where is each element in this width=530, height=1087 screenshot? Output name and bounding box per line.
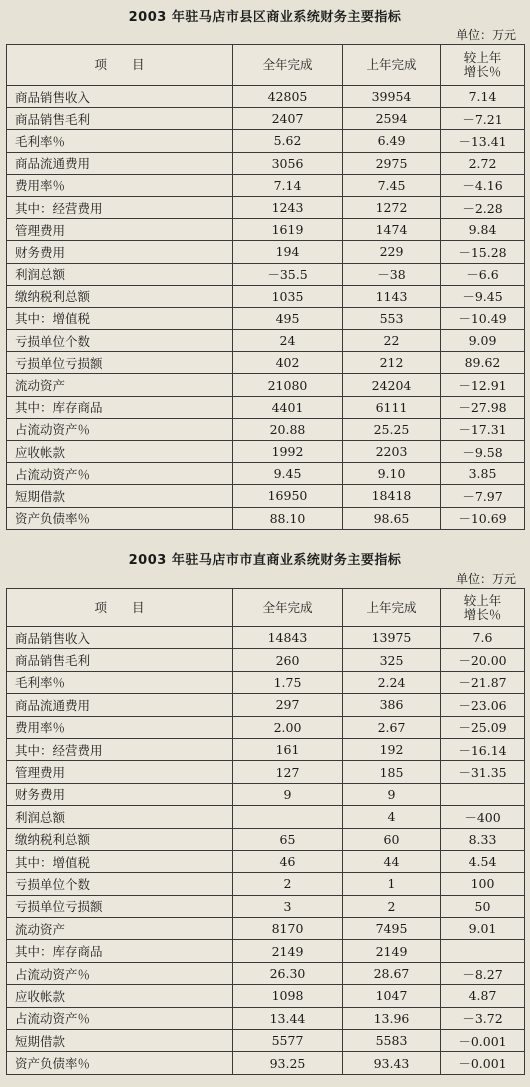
cell-value: 24204 (343, 374, 441, 396)
cell-value: 1474 (343, 219, 441, 241)
row-label: 商品销售收入 (7, 86, 233, 108)
cell-value: 2203 (343, 441, 441, 463)
row-label: 资产负债率％ (7, 507, 233, 529)
cell-value: －10.69 (441, 507, 525, 529)
row-label: 应收帐款 (7, 985, 233, 1007)
row-label: 资产负债率％ (7, 1052, 233, 1074)
table-row (7, 219, 525, 241)
row-label: 管理费用 (7, 219, 233, 241)
row-label: 商品销售毛利 (7, 108, 233, 130)
table-row (7, 86, 525, 108)
row-label: 商品流通费用 (7, 694, 233, 716)
column-header: 项 目 (7, 45, 233, 86)
row-label: 利润总额 (7, 263, 233, 285)
cell-value: －17.31 (441, 418, 525, 440)
cell-value: 161 (233, 738, 343, 760)
cell-value: 9.45 (233, 463, 343, 485)
cell-value: －38 (343, 263, 441, 285)
table-row (7, 507, 525, 529)
row-label: 流动资产 (7, 918, 233, 940)
row-label: 缴纳税利总额 (7, 828, 233, 850)
table-row (7, 441, 525, 463)
table-row (7, 463, 525, 485)
cell-value: 6.49 (343, 130, 441, 152)
cell-value: －13.41 (441, 130, 525, 152)
table-row (7, 108, 525, 130)
cell-value: 93.25 (233, 1052, 343, 1074)
row-label: 亏损单位个数 (7, 330, 233, 352)
cell-value: 6111 (343, 396, 441, 418)
table-row (7, 1007, 525, 1029)
table-row (7, 671, 525, 693)
cell-value: －3.72 (441, 1007, 525, 1029)
cell-value: 5577 (233, 1030, 343, 1052)
cell-value: 2.00 (233, 716, 343, 738)
cell-value: 229 (343, 241, 441, 263)
row-label: 商品流通费用 (7, 152, 233, 174)
row-label: 占流动资产％ (7, 463, 233, 485)
column-header: 全年完成 (233, 45, 343, 86)
cell-value: 402 (233, 352, 343, 374)
cell-value: 2149 (233, 940, 343, 962)
table-row (7, 850, 525, 872)
row-label: 毛利率％ (7, 130, 233, 152)
cell-value: 25.25 (343, 418, 441, 440)
cell-value: 8.33 (441, 828, 525, 850)
table-row (7, 307, 525, 329)
cell-value: 2975 (343, 152, 441, 174)
row-label: 缴纳税利总额 (7, 285, 233, 307)
cell-value: 9.10 (343, 463, 441, 485)
row-label: 商品销售收入 (7, 627, 233, 649)
cell-value: 28.67 (343, 962, 441, 984)
cell-value: －6.6 (441, 263, 525, 285)
cell-value: 1047 (343, 985, 441, 1007)
cell-value: 18418 (343, 485, 441, 507)
cell-value: 4.87 (441, 985, 525, 1007)
cell-value: 13.44 (233, 1007, 343, 1029)
cell-value: －4.16 (441, 174, 525, 196)
row-label: 亏损单位亏损额 (7, 352, 233, 374)
table-row (7, 828, 525, 850)
cell-value: 7.6 (441, 627, 525, 649)
row-label: 其中：库存商品 (7, 396, 233, 418)
cell-value: 1098 (233, 985, 343, 1007)
table-row (7, 918, 525, 940)
cell-value: 2.24 (343, 671, 441, 693)
row-label: 财务费用 (7, 783, 233, 805)
cell-value (233, 806, 343, 828)
column-header: 全年完成 (233, 589, 343, 627)
cell-value: 14843 (233, 627, 343, 649)
cell-value: 325 (343, 649, 441, 671)
row-label: 流动资产 (7, 374, 233, 396)
row-label: 商品销售毛利 (7, 649, 233, 671)
cell-value: 212 (343, 352, 441, 374)
cell-value: 9 (233, 783, 343, 805)
cell-value: 60 (343, 828, 441, 850)
cell-value: 65 (233, 828, 343, 850)
table2-title: 2003 年驻马店市市直商业系统财务主要指标 (128, 553, 402, 568)
table-row (7, 174, 525, 196)
table-row (7, 962, 525, 984)
cell-value: 39954 (343, 86, 441, 108)
cell-value: 89.62 (441, 352, 525, 374)
table-row (7, 196, 525, 218)
cell-value: 8170 (233, 918, 343, 940)
cell-value: 1272 (343, 196, 441, 218)
table-row (7, 716, 525, 738)
cell-value: 2.67 (343, 716, 441, 738)
cell-value: 1143 (343, 285, 441, 307)
table-row (7, 418, 525, 440)
row-label: 亏损单位个数 (7, 873, 233, 895)
cell-value: 2 (233, 873, 343, 895)
row-label: 费用率％ (7, 174, 233, 196)
cell-value: 5583 (343, 1030, 441, 1052)
row-label: 其中：库存商品 (7, 940, 233, 962)
cell-value: －35.5 (233, 263, 343, 285)
table-row (7, 627, 525, 649)
cell-value: 1243 (233, 196, 343, 218)
cell-value: 2149 (343, 940, 441, 962)
cell-value: 4 (343, 806, 441, 828)
cell-value: 2.72 (441, 152, 525, 174)
row-label: 其中：增值税 (7, 307, 233, 329)
row-label: 管理费用 (7, 761, 233, 783)
table-row (7, 1052, 525, 1074)
cell-value: －23.06 (441, 694, 525, 716)
table-row (7, 1030, 525, 1052)
city-finance-table (6, 588, 525, 1075)
table-row (7, 985, 525, 1007)
column-header: 上年完成 (343, 45, 441, 86)
cell-value: 13.96 (343, 1007, 441, 1029)
cell-value: 9.84 (441, 219, 525, 241)
row-label: 费用率％ (7, 716, 233, 738)
cell-value: －2.28 (441, 196, 525, 218)
cell-value: －21.87 (441, 671, 525, 693)
table-row (7, 895, 525, 917)
table-row (7, 940, 525, 962)
row-label: 占流动资产％ (7, 418, 233, 440)
cell-value: 7.14 (233, 174, 343, 196)
cell-value: 2 (343, 895, 441, 917)
cell-value: 21080 (233, 374, 343, 396)
table-row (7, 761, 525, 783)
row-label: 毛利率％ (7, 671, 233, 693)
cell-value: 46 (233, 850, 343, 872)
cell-value: 127 (233, 761, 343, 783)
table-row (7, 649, 525, 671)
cell-value: 3056 (233, 152, 343, 174)
table-row (7, 263, 525, 285)
cell-value: －9.45 (441, 285, 525, 307)
row-label: 亏损单位亏损额 (7, 895, 233, 917)
cell-value: －7.97 (441, 485, 525, 507)
row-label: 其中：经营费用 (7, 738, 233, 760)
table-row (7, 352, 525, 374)
cell-value: 495 (233, 307, 343, 329)
cell-value: 9 (343, 783, 441, 805)
cell-value: 44 (343, 850, 441, 872)
column-header: 项 目 (7, 589, 233, 627)
cell-value: 7.45 (343, 174, 441, 196)
cell-value: 4401 (233, 396, 343, 418)
row-label: 财务费用 (7, 241, 233, 263)
table-row (7, 285, 525, 307)
row-label: 短期借款 (7, 1030, 233, 1052)
row-label: 占流动资产％ (7, 962, 233, 984)
table-row (7, 152, 525, 174)
table-row (7, 873, 525, 895)
cell-value: 2594 (343, 108, 441, 130)
cell-value: 9.01 (441, 918, 525, 940)
column-header: 上年完成 (343, 589, 441, 627)
cell-value: －9.58 (441, 441, 525, 463)
cell-value: 26.30 (233, 962, 343, 984)
table-row (7, 130, 525, 152)
cell-value: －27.98 (441, 396, 525, 418)
cell-value: 260 (233, 649, 343, 671)
cell-value: 3.85 (441, 463, 525, 485)
column-header: 较上年 增长％ (441, 45, 525, 86)
cell-value: －400 (441, 806, 525, 828)
cell-value: 7495 (343, 918, 441, 940)
cell-value: －31.35 (441, 761, 525, 783)
cell-value: 88.10 (233, 507, 343, 529)
cell-value: －25.09 (441, 716, 525, 738)
cell-value: 1619 (233, 219, 343, 241)
cell-value: －7.21 (441, 108, 525, 130)
table-row (7, 374, 525, 396)
cell-value: 185 (343, 761, 441, 783)
cell-value: 22 (343, 330, 441, 352)
cell-value: 98.65 (343, 507, 441, 529)
table1-unit: 单位：万元 (455, 28, 516, 42)
cell-value (441, 783, 525, 805)
cell-value: 1035 (233, 285, 343, 307)
table-row (7, 241, 525, 263)
row-label: 应收帐款 (7, 441, 233, 463)
cell-value: 2407 (233, 108, 343, 130)
cell-value: 1992 (233, 441, 343, 463)
cell-value: 1.75 (233, 671, 343, 693)
cell-value: 20.88 (233, 418, 343, 440)
table-row (7, 485, 525, 507)
table-row (7, 330, 525, 352)
row-label: 占流动资产％ (7, 1007, 233, 1029)
cell-value: 4.54 (441, 850, 525, 872)
table-row (7, 738, 525, 760)
cell-value: －12.91 (441, 374, 525, 396)
cell-value: －10.49 (441, 307, 525, 329)
cell-value: 297 (233, 694, 343, 716)
cell-value: 194 (233, 241, 343, 263)
cell-value: 24 (233, 330, 343, 352)
cell-value: 13975 (343, 627, 441, 649)
cell-value: 553 (343, 307, 441, 329)
county-finance-table (6, 44, 525, 530)
cell-value: 50 (441, 895, 525, 917)
cell-value: －0.001 (441, 1052, 525, 1074)
cell-value: －20.00 (441, 649, 525, 671)
cell-value: 93.43 (343, 1052, 441, 1074)
column-header: 较上年 增长％ (441, 589, 525, 627)
row-label: 其中：经营费用 (7, 196, 233, 218)
row-label: 利润总额 (7, 806, 233, 828)
table-row (7, 806, 525, 828)
cell-value: 9.09 (441, 330, 525, 352)
cell-value: 100 (441, 873, 525, 895)
row-label: 短期借款 (7, 485, 233, 507)
cell-value: 3 (233, 895, 343, 917)
table-header-row (7, 589, 525, 627)
cell-value: －8.27 (441, 962, 525, 984)
table1-title: 2003 年驻马店市县区商业系统财务主要指标 (128, 10, 402, 25)
cell-value: 386 (343, 694, 441, 716)
table2-unit: 单位：万元 (455, 572, 516, 586)
row-label: 其中：增值税 (7, 850, 233, 872)
table-row (7, 396, 525, 418)
cell-value: －0.001 (441, 1030, 525, 1052)
cell-value (441, 940, 525, 962)
cell-value: 7.14 (441, 86, 525, 108)
cell-value: 16950 (233, 485, 343, 507)
table-header-row (7, 45, 525, 86)
cell-value: 1 (343, 873, 441, 895)
cell-value: －15.28 (441, 241, 525, 263)
cell-value: －16.14 (441, 738, 525, 760)
cell-value: 192 (343, 738, 441, 760)
table-row (7, 783, 525, 805)
cell-value: 5.62 (233, 130, 343, 152)
cell-value: 42805 (233, 86, 343, 108)
table-row (7, 694, 525, 716)
